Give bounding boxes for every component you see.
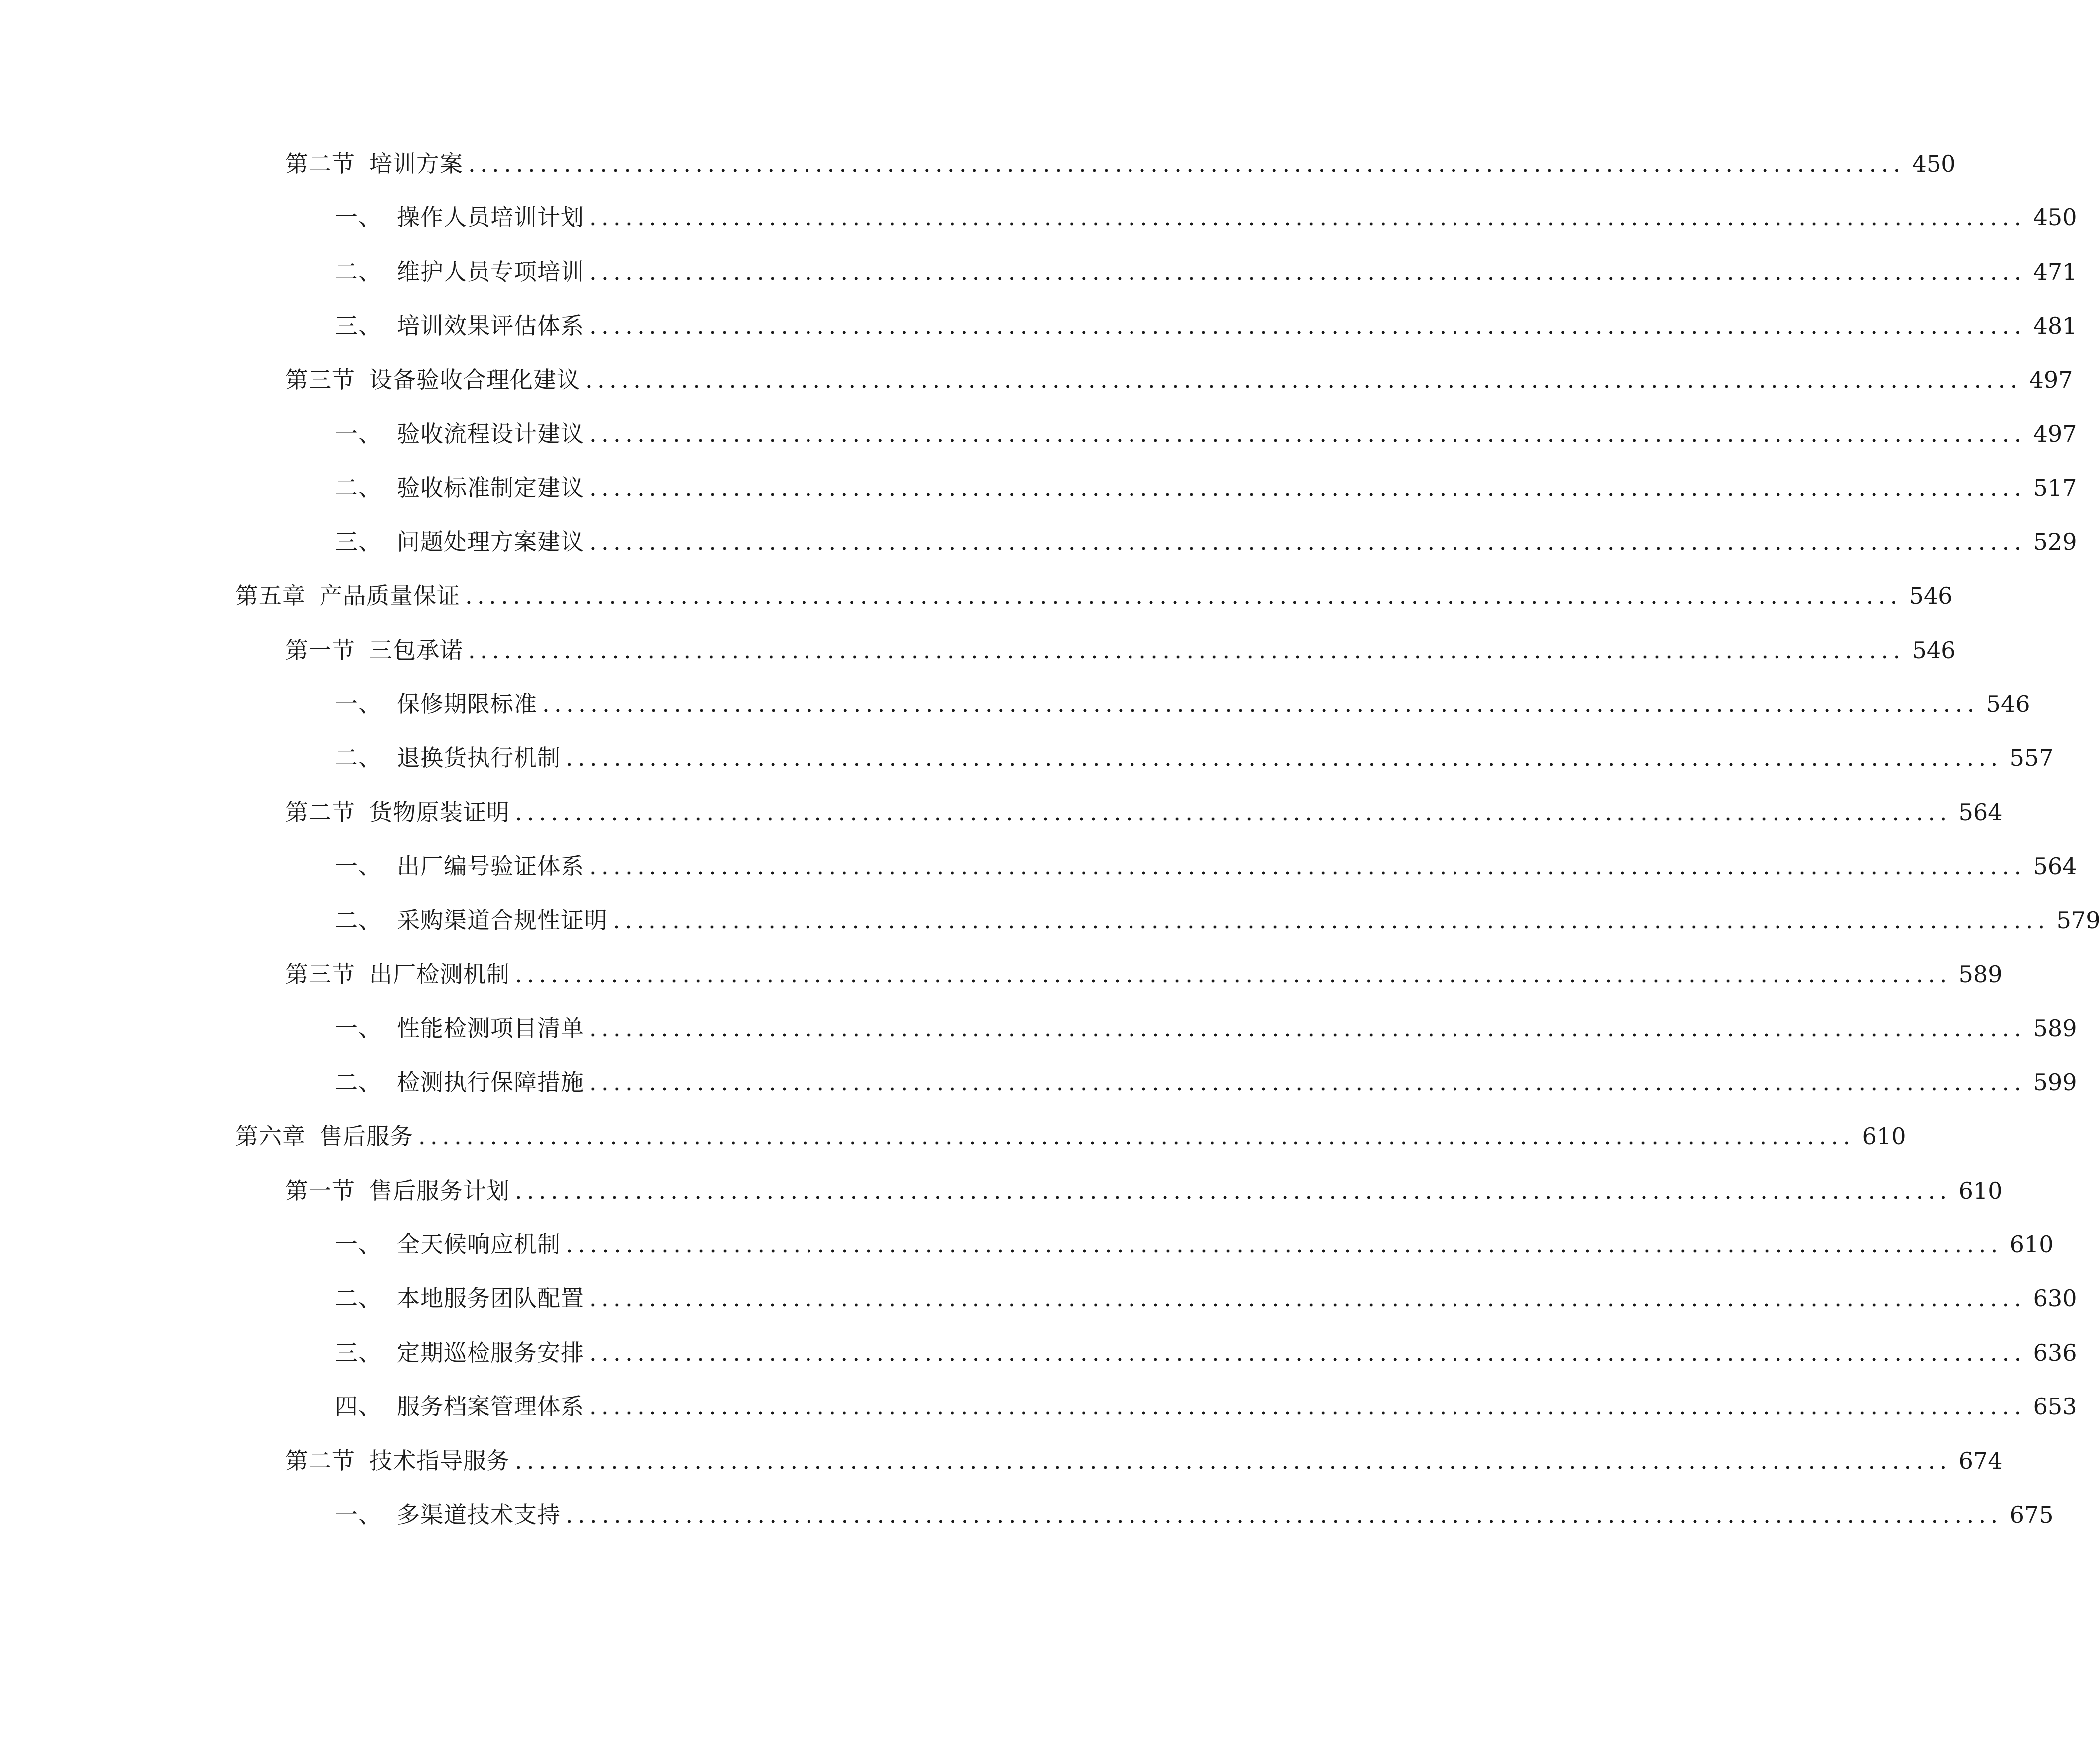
toc-page-number: 675 <box>2009 1501 2054 1528</box>
toc-leader-dots: ........................................................................................................................ <box>589 204 2026 231</box>
toc-leader-dots: ........................................................................................................................ <box>566 1231 2003 1258</box>
toc-page-number: 481 <box>2033 312 2077 340</box>
toc-entry-title <box>335 1065 584 1100</box>
toc-entry[interactable] <box>285 633 1956 668</box>
toc-entry-text: 三包承诺 <box>369 636 463 664</box>
toc-entry-number: 四、 <box>335 1393 382 1420</box>
toc-leader-dots: ........................................................................................................................ <box>465 582 1902 610</box>
toc-entry-title <box>335 1227 561 1262</box>
toc-entry[interactable] <box>235 578 1953 613</box>
toc-page-number: 653 <box>2033 1393 2077 1420</box>
toc-entry-text: 货物原装证明 <box>369 798 510 826</box>
toc-entry-number: 第三节 <box>285 366 355 393</box>
toc-entry-number: 一、 <box>335 1015 382 1042</box>
toc-entry-text: 检测执行保障措施 <box>397 1068 584 1096</box>
toc-entry-text: 验收流程设计建议 <box>397 420 584 447</box>
toc-page-number: 517 <box>2033 474 2077 502</box>
toc-entry-title <box>285 633 463 668</box>
toc-entry-text: 设备验收合理化建议 <box>369 366 580 393</box>
toc-entry-number: 二、 <box>335 744 382 772</box>
toc-entry-title <box>335 687 537 721</box>
toc-entry-number: 第二节 <box>285 150 355 177</box>
toc-entry-title <box>235 578 460 613</box>
toc-entry-text: 验收标准制定建议 <box>397 474 584 502</box>
toc-entry-text: 售后服务 <box>320 1123 413 1150</box>
toc-page-number: 564 <box>2033 853 2077 880</box>
toc-entry[interactable] <box>285 146 1956 181</box>
toc-entry[interactable] <box>335 687 2030 721</box>
toc-entry-title <box>285 1173 510 1208</box>
toc-entry-number: 三、 <box>335 528 382 555</box>
toc-leader-dots: ........................................................................................................................ <box>585 366 2022 393</box>
toc-page-number: 557 <box>2009 744 2054 772</box>
toc-entry[interactable] <box>335 1065 2077 1100</box>
toc-entry-number: 一、 <box>335 420 382 447</box>
toc-entry[interactable] <box>285 957 2003 992</box>
toc-entry-number: 一、 <box>335 691 382 717</box>
toc-entry[interactable] <box>335 1227 2054 1262</box>
toc-page-number: 546 <box>1912 636 1956 664</box>
toc-page-number: 450 <box>1912 150 1956 177</box>
toc-entry-number: 二、 <box>335 906 382 934</box>
toc-entry-title <box>285 362 580 397</box>
toc-page-number: 610 <box>2009 1231 2054 1258</box>
toc-entry-title <box>335 903 608 938</box>
toc-page-number: 546 <box>1909 582 1953 610</box>
toc-entry-text: 本地服务团队配置 <box>397 1285 584 1312</box>
toc-entry-number: 一、 <box>335 1501 382 1528</box>
toc-page-number: 497 <box>2029 366 2073 393</box>
toc-entry-number: 第二节 <box>285 1447 355 1474</box>
toc-entry-text: 售后服务计划 <box>369 1177 510 1204</box>
toc-leader-dots: ........................................................................................................................ <box>515 1177 1952 1204</box>
toc-entry-title <box>335 470 584 505</box>
toc-entry-text: 全天候响应机制 <box>397 1231 561 1258</box>
toc-entry-title <box>285 957 510 992</box>
toc-entry-title <box>235 1119 413 1154</box>
toc-leader-dots: ........................................................................................................................ <box>418 1123 1855 1150</box>
toc-entry-number: 二、 <box>335 1068 382 1096</box>
toc-entry-text: 保修期限标准 <box>397 691 537 717</box>
toc-entry-text: 维护人员专项培训 <box>397 258 584 285</box>
toc-entry-title <box>285 1443 510 1478</box>
toc-entry-text: 定期巡检服务安排 <box>397 1339 584 1366</box>
toc-entry-text: 培训效果评估体系 <box>397 312 584 340</box>
toc-page-number: 579 <box>2056 906 2100 934</box>
toc-leader-dots: ........................................................................................................................ <box>589 474 2026 502</box>
toc-entry[interactable] <box>335 1497 2054 1532</box>
toc-entry[interactable] <box>285 1173 2003 1208</box>
toc-entry[interactable] <box>335 1011 2077 1046</box>
toc-leader-dots: ........................................................................................................................ <box>589 1068 2026 1096</box>
toc-entry-title <box>335 1011 584 1046</box>
toc-page-number: 589 <box>2033 1015 2077 1042</box>
toc-entry-text: 产品质量保证 <box>320 582 460 610</box>
toc-entry-number: 一、 <box>335 853 382 880</box>
toc-page-number: 674 <box>1958 1447 2003 1474</box>
toc-entry-number: 第二节 <box>285 798 355 826</box>
toc-entry-text: 服务档案管理体系 <box>397 1393 584 1420</box>
toc-page-number: 610 <box>1958 1177 2003 1204</box>
toc-leader-dots: ........................................................................................................................ <box>589 1339 2026 1366</box>
toc-entry-title <box>335 200 584 235</box>
toc-entry-title <box>335 1281 584 1316</box>
toc-entry-number: 二、 <box>335 258 382 285</box>
toc-entry[interactable] <box>335 1335 2077 1370</box>
toc-entry-title <box>335 525 584 559</box>
toc-entry-text: 技术指导服务 <box>369 1447 510 1474</box>
toc-entry-number: 第五章 <box>235 582 306 610</box>
toc-entry-number: 二、 <box>335 474 382 502</box>
toc-entry[interactable] <box>285 362 2073 397</box>
toc-entry-text: 问题处理方案建议 <box>397 528 584 555</box>
toc-leader-dots: ........................................................................................................................ <box>468 150 1905 177</box>
toc-entry[interactable] <box>285 1443 2003 1478</box>
toc-page-number: 564 <box>1958 798 2003 826</box>
toc-leader-dots: ........................................................................................................................ <box>589 258 2026 285</box>
toc-entry-title <box>335 416 584 451</box>
toc-leader-dots: ........................................................................................................................ <box>589 1393 2026 1420</box>
toc-entry[interactable] <box>335 416 2077 451</box>
toc-page-number: 630 <box>2033 1285 2077 1312</box>
toc-leader-dots: ........................................................................................................................ <box>589 1015 2026 1042</box>
toc-entry[interactable] <box>335 470 2077 505</box>
toc-entry[interactable] <box>335 1281 2077 1316</box>
toc-leader-dots: ........................................................................................................................ <box>589 1285 2026 1312</box>
toc-entry[interactable] <box>335 1389 2077 1424</box>
toc-page-number: 471 <box>2033 258 2077 285</box>
toc-entry[interactable] <box>285 795 2003 830</box>
toc-entry-title <box>335 740 561 775</box>
toc-leader-dots: ........................................................................................................................ <box>566 1501 2003 1528</box>
toc-entry-text: 多渠道技术支持 <box>397 1501 561 1528</box>
toc-entry[interactable] <box>335 525 2077 559</box>
toc-entry[interactable] <box>335 308 2077 343</box>
toc-leader-dots: ........................................................................................................................ <box>515 961 1952 988</box>
toc-entry-number: 第一节 <box>285 636 355 664</box>
toc-entry-text: 采购渠道合规性证明 <box>397 906 608 934</box>
toc-entry-number: 三、 <box>335 1339 382 1366</box>
toc-entry-title <box>285 146 463 181</box>
toc-leader-dots: ........................................................................................................................ <box>589 528 2026 555</box>
toc-page-number: 529 <box>2033 528 2077 555</box>
toc-leader-dots: ........................................................................................................................ <box>589 853 2026 880</box>
toc-page-number: 636 <box>2033 1339 2077 1366</box>
toc-entry[interactable] <box>335 849 2077 883</box>
toc-page-number: 497 <box>2033 420 2077 447</box>
toc-entry[interactable] <box>335 740 2054 775</box>
toc-entry-number: 一、 <box>335 204 382 231</box>
toc-leader-dots: ........................................................................................................................ <box>542 691 1979 717</box>
toc-entry-number: 三、 <box>335 312 382 340</box>
toc-page-number: 599 <box>2033 1068 2077 1096</box>
toc-entry-title <box>335 1389 584 1424</box>
toc-leader-dots: ........................................................................................................................ <box>613 906 2050 934</box>
toc-page-number: 546 <box>1986 691 2030 717</box>
toc-entry-text: 出厂编号验证体系 <box>397 853 584 880</box>
toc-leader-dots: ........................................................................................................................ <box>515 1447 1952 1474</box>
toc-leader-dots: ........................................................................................................................ <box>515 798 1952 826</box>
toc-entry-title <box>335 254 584 289</box>
toc-entry-number: 第一节 <box>285 1177 355 1204</box>
toc-entry-title <box>335 849 584 883</box>
toc-entry[interactable] <box>335 903 2100 938</box>
toc-entry-text: 出厂检测机制 <box>369 961 510 988</box>
toc-page-number: 450 <box>2033 204 2077 231</box>
toc-page-number: 589 <box>1958 961 2003 988</box>
toc-entry-title <box>335 1335 584 1370</box>
toc-entry-text: 培训方案 <box>369 150 463 177</box>
toc-leader-dots: ........................................................................................................................ <box>589 312 2026 340</box>
toc-entry-number: 一、 <box>335 1231 382 1258</box>
toc-entry[interactable] <box>235 1119 1906 1154</box>
toc-entry-title <box>335 308 584 343</box>
toc-entry-number: 二、 <box>335 1285 382 1312</box>
toc-entry-number: 第三节 <box>285 961 355 988</box>
toc-entry[interactable] <box>335 254 2077 289</box>
toc-entry-text: 操作人员培训计划 <box>397 204 584 231</box>
toc-entry-title <box>285 795 510 830</box>
toc-entry[interactable] <box>335 200 2077 235</box>
toc-entry-text: 退换货执行机制 <box>397 744 561 772</box>
toc-leader-dots: ........................................................................................................................ <box>566 744 2003 772</box>
toc-page-number: 610 <box>1862 1123 1906 1150</box>
toc-entry-number: 第六章 <box>235 1123 306 1150</box>
toc-leader-dots: ........................................................................................................................ <box>589 420 2026 447</box>
toc-entry-title <box>335 1497 561 1532</box>
toc-leader-dots: ........................................................................................................................ <box>468 636 1905 664</box>
toc-entry-text: 性能检测项目清单 <box>397 1015 584 1042</box>
